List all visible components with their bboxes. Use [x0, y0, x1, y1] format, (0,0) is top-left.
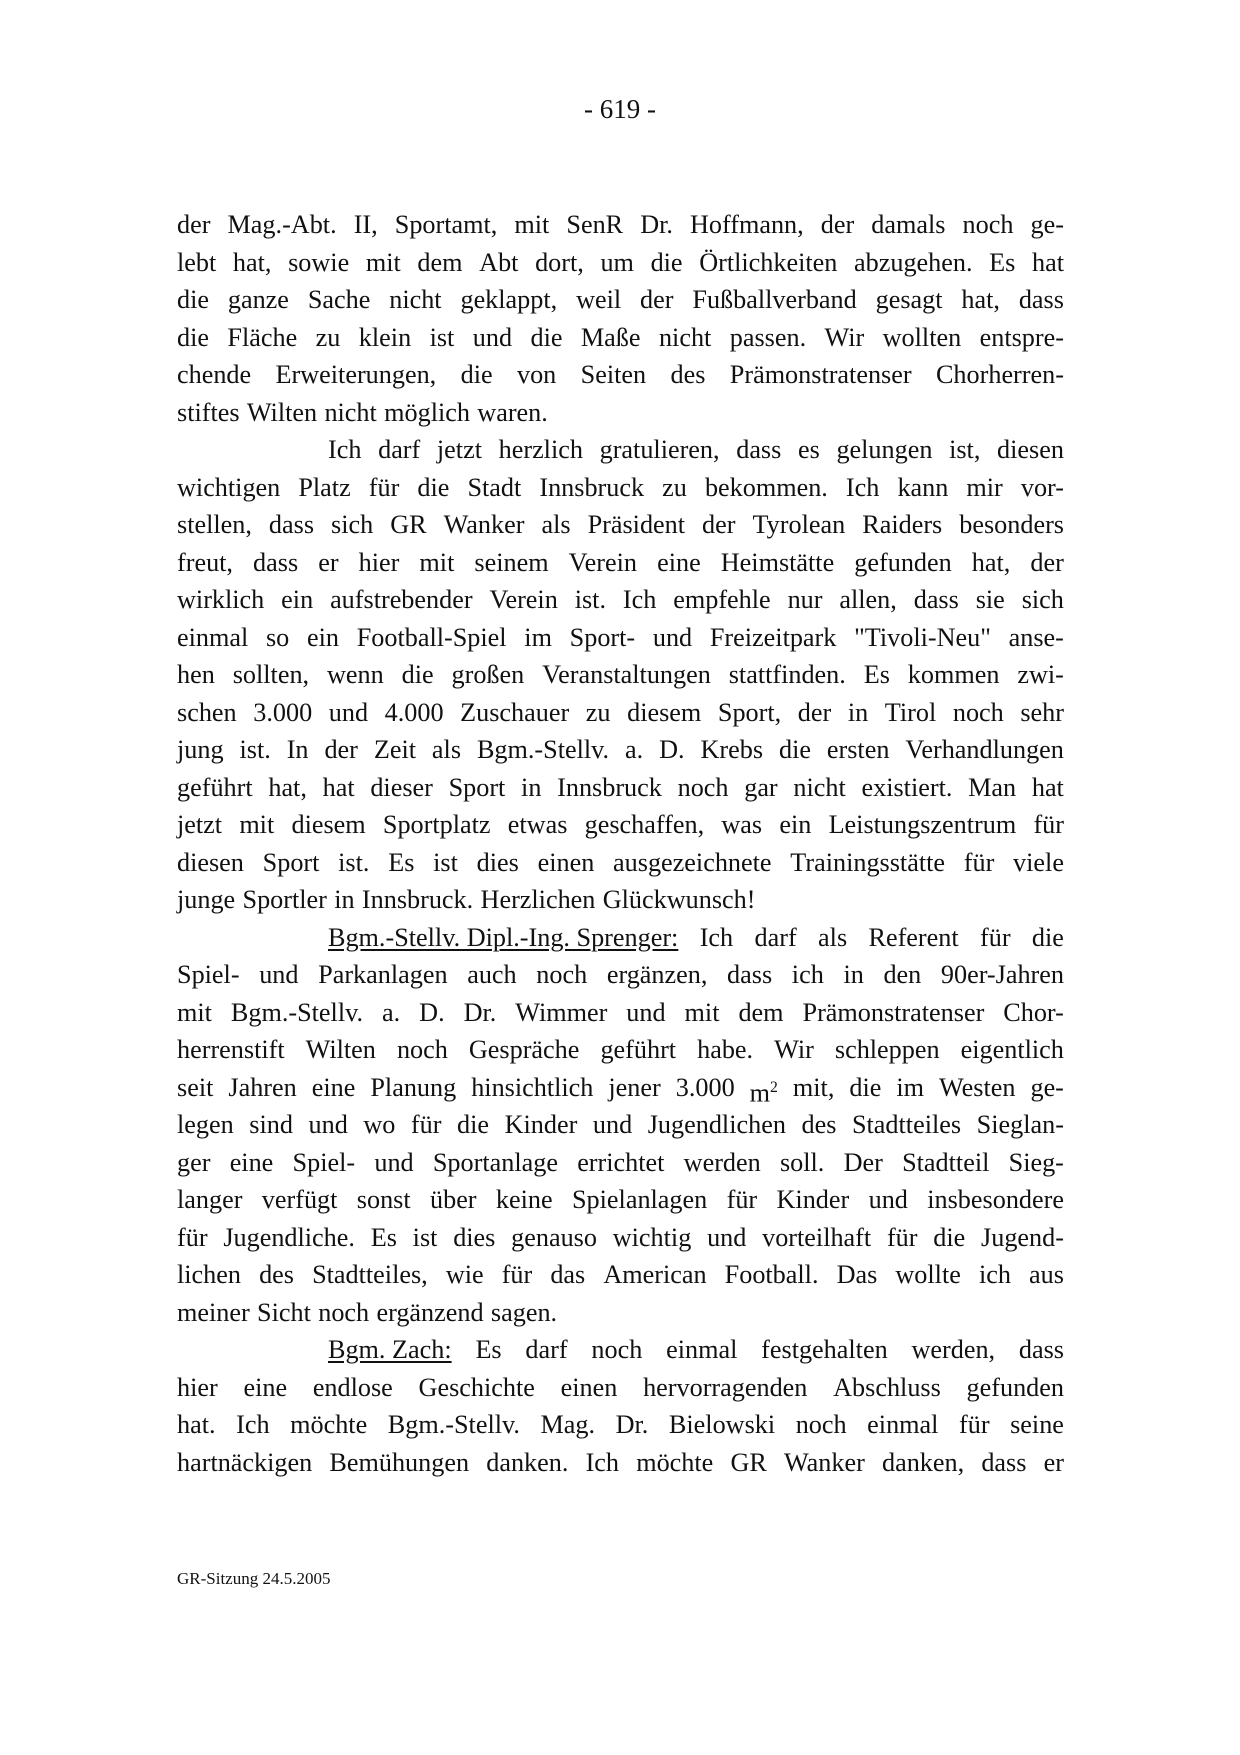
- text-line: lichen des Stadtteiles, wie für das American Football. Das wollte ich aus: [177, 1260, 1064, 1289]
- text-line: Bgm.-Stellv. Dipl.-Ing. Sprenger: Ich darf als Referent für die: [177, 919, 1064, 957]
- speaker-name: Bgm.-Stellv. Dipl.-Ing. Sprenger:: [328, 922, 679, 952]
- text-line: hartnäckigen Bemühungen danken. Ich möchte GR Wanker danken, dass er: [177, 1447, 1064, 1477]
- text-line: ger eine Spiel- und Sportanlage errichtet werden soll. Der Stadtteil Sieg-: [177, 1147, 1064, 1177]
- page-number: - 619 -: [584, 94, 656, 124]
- document-footer: GR-Sitzung 24.5.2005: [177, 1569, 331, 1588]
- text-line: jung ist. In der Zeit als Bgm.-Stellv. a. D. Krebs die ersten Verhandlungen: [177, 735, 1064, 764]
- text-line: mit Bgm.-Stellv. a. D. Dr. Wimmer und mit dem Prämonstratenser Chor-: [177, 997, 1064, 1027]
- text-line: wirklich ein aufstrebender Verein ist. Ich empfehle nur allen, dass sie sich: [177, 585, 1064, 614]
- text-line: für Jugendliche. Es ist dies genauso wichtig und vorteilhaft für die Jugend-: [177, 1222, 1064, 1252]
- text-line: junge Sportler in Innsbruck. Herzlichen Glückwunsch!: [177, 885, 756, 914]
- text-line: langer verfügt sonst über keine Spielanlagen für Kinder und insbesondere: [177, 1185, 1064, 1214]
- text-line: hier eine endlose Geschichte einen hervorragenden Abschluss gefunden: [177, 1372, 1064, 1402]
- text-line: diesen Sport ist. Es ist dies einen ausgezeichnete Trainingsstätte für viele: [177, 847, 1064, 877]
- text-line: lebt hat, sowie mit dem Abt dort, um die Örtlichkeiten abzugehen. Es hat: [177, 247, 1064, 277]
- text-line: chende Erweiterungen, die von Seiten des Prämonstratenser Chorherren-: [177, 360, 1064, 389]
- text-line: einmal so ein Football-Spiel im Sport- und Freizeitpark "Tivoli-Neu" anse-: [177, 622, 1064, 652]
- speaker-name: Bgm. Zach:: [328, 1335, 452, 1364]
- text-line: jetzt mit diesem Sportplatz etwas geschaffen, was ein Leistungszentrum für: [177, 810, 1064, 839]
- document-body: [177, 206, 1064, 1481]
- text-line: wichtigen Platz für die Stadt Innsbruck zu bekommen. Ich kann mir vor-: [177, 472, 1064, 502]
- text-line: die Fläche zu klein ist und die Maße nicht passen. Wir wollten entspre-: [177, 322, 1064, 352]
- text-line: Ich darf jetzt herzlich gratulieren, dass es gelungen ist, diesen: [328, 435, 1064, 464]
- text-line: die ganze Sache nicht geklappt, weil der Fußballverband gesagt hat, dass: [177, 285, 1064, 314]
- text-line: stiftes Wilten nicht möglich waren.: [177, 397, 548, 427]
- text-line: herrenstift Wilten noch Gespräche geführt habe. Wir schleppen eigentlich: [177, 1035, 1064, 1064]
- text-line: hen sollten, wenn die großen Veranstaltungen stattfinden. Es kommen zwi-: [177, 660, 1064, 689]
- text-line: Spiel- und Parkanlagen auch noch ergänzen, dass ich in den 90er-Jahren: [177, 960, 1064, 989]
- text-line: Bgm. Zach: Es darf noch einmal festgehalten werden, dass: [177, 1331, 1064, 1369]
- text-line: freut, dass er hier mit seinem Verein eine Heimstätte gefunden hat, der: [177, 547, 1064, 577]
- text-line: meiner Sicht noch ergänzend sagen.: [177, 1297, 558, 1327]
- text-line: der Mag.-Abt. II, Sportamt, mit SenR Dr. Hoffmann, der damals noch ge-: [177, 210, 1064, 239]
- text-line: schen 3.000 und 4.000 Zuschauer zu diesem Sport, der in Tirol noch sehr: [177, 697, 1064, 727]
- text-line: hat. Ich möchte Bgm.-Stellv. Mag. Dr. Bielowski noch einmal für seine: [177, 1410, 1064, 1439]
- text-line: legen sind und wo für die Kinder und Jugendlichen des Stadtteiles Sieglan-: [177, 1110, 1064, 1139]
- text-line: seit Jahren eine Planung hinsichtlich jener 3.000 $m^2$ mit, die im Westen ge-: [177, 1072, 1064, 1108]
- text-line: stellen, dass sich GR Wanker als Präsident der Tyrolean Raiders besonders: [177, 510, 1064, 539]
- text-line: geführt hat, hat dieser Sport in Innsbruck noch gar nicht existiert. Man hat: [177, 772, 1064, 802]
